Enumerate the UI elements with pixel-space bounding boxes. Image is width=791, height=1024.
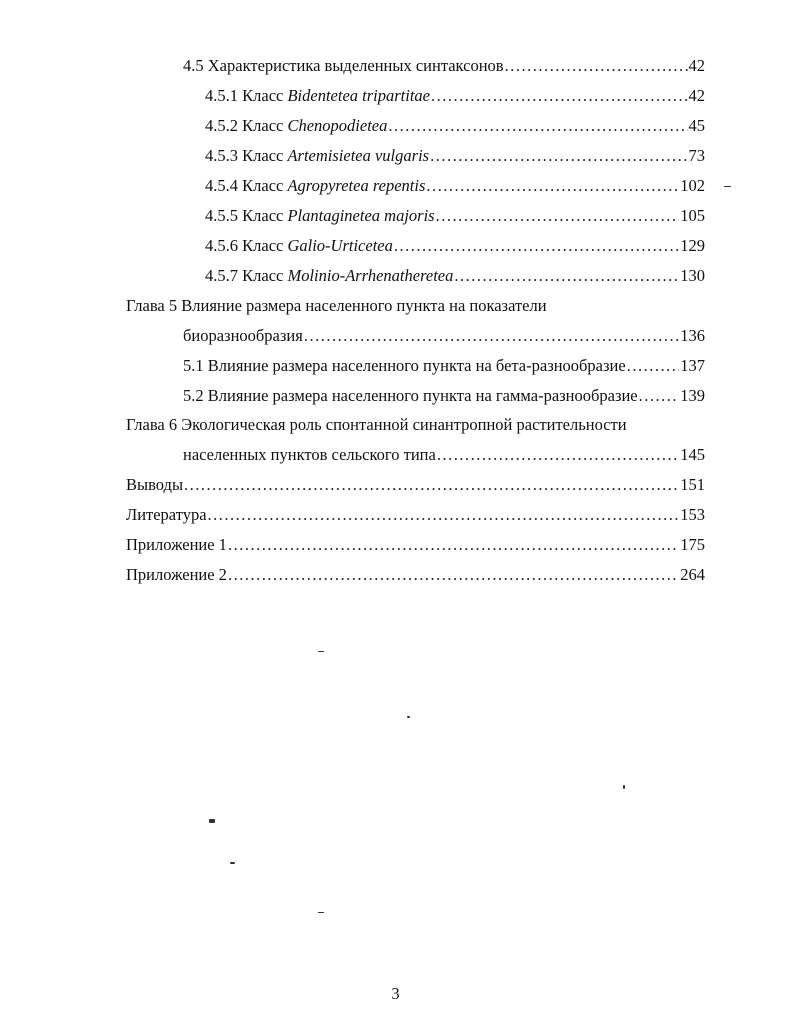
toc-page: 42 [688, 86, 705, 105]
toc-entry-5-2: 5.2 Влияние размера населенного пункта на гамма-разнообразие ..... 139 [183, 384, 705, 408]
scan-speck [209, 819, 215, 823]
toc-page: 42 [688, 56, 705, 75]
toc-page: 130 [680, 266, 705, 285]
toc-entry-4-5: 4.5 Характеристика выделенных синтаксонов ..... 42 [183, 54, 705, 78]
dot-leader [437, 443, 679, 467]
taxon-name: Chenopodietea [287, 116, 388, 135]
toc-appendix-1: Приложение 1 ..... 175 [126, 533, 705, 557]
toc-entry-4-5-6: 4.5.6 Класс Galio-Urticetea ..... 129 [205, 234, 705, 258]
dot-leader [431, 84, 688, 108]
toc-entry-5-1: 5.1 Влияние размера населенного пункта на бета-разнообразие ..... 137 [183, 354, 705, 378]
toc-chapter-6-heading: Глава 6 Экологическая роль спонтанной синантропной растительности [126, 415, 627, 434]
taxon-name: Bidentetea tripartitae [287, 86, 430, 105]
toc-page: 73 [688, 146, 705, 165]
taxon-name: Molinio-Arrhenatheretea [287, 266, 454, 285]
toc-page: 129 [680, 236, 705, 255]
toc-entry-4-5-7: 4.5.7 Класс Molinio-Arrhenatheretea ..... 130 [205, 264, 705, 288]
dot-leader [505, 54, 688, 78]
dot-leader [184, 473, 679, 497]
dot-leader [627, 354, 680, 378]
scan-speck [724, 186, 731, 187]
dot-leader [388, 114, 687, 138]
toc-entry-4-5-2: 4.5.2 Класс Chenopodietea ..... 45 [205, 114, 705, 138]
toc-chapter-6: населенных пунктов сельского типа ..... 145 [183, 443, 705, 467]
toc-appendix-2: Приложение 2 ..... 264 [126, 563, 705, 587]
toc-entry-4-5-1: 4.5.1 Класс Bidentetea tripartitae ..... 42 [205, 84, 705, 108]
dot-leader [436, 204, 680, 228]
toc-entry-4-5-5: 4.5.5 Класс Plantaginetea majoris ..... 105 [205, 204, 705, 228]
toc-chapter-5: биоразнообразия ..... 136 [183, 324, 705, 348]
toc-page: 145 [680, 445, 705, 464]
taxon-name: Agropyretea repentis [287, 176, 426, 195]
taxon-name: Plantaginetea majoris [287, 206, 435, 225]
dot-leader [228, 563, 679, 587]
dot-leader [454, 264, 679, 288]
toc-page: 45 [688, 116, 705, 135]
dot-leader [430, 144, 687, 168]
dot-leader [304, 324, 679, 348]
page-number: 3 [391, 984, 400, 1003]
taxon-name: Galio-Urticetea [287, 236, 393, 255]
scan-speck [407, 716, 410, 718]
dot-leader [639, 384, 680, 408]
dot-leader [208, 503, 680, 527]
toc-entry-4-5-4: 4.5.4 Класс Agropyretea repentis ..... 102 [205, 174, 705, 198]
toc-page: 175 [680, 535, 705, 554]
toc-literature: Литература ..... 153 [126, 503, 705, 527]
toc-page: 153 [680, 505, 705, 524]
toc-page: 151 [680, 475, 705, 494]
dot-leader [426, 174, 679, 198]
toc-page: 102 [680, 176, 705, 195]
dot-leader [394, 234, 679, 258]
scan-speck [230, 862, 235, 864]
scan-speck [623, 785, 625, 789]
toc-conclusions: Выводы ..... 151 [126, 473, 705, 497]
toc-chapter-5-heading: Глава 5 Влияние размера населенного пункта на показатели [126, 296, 547, 315]
toc-page: 136 [680, 326, 705, 345]
toc-page: 137 [680, 356, 705, 375]
scan-speck [318, 651, 324, 652]
dot-leader [228, 533, 679, 557]
toc-page: 139 [680, 386, 705, 405]
taxon-name: Artemisietea vulgaris [287, 146, 430, 165]
toc-entry-4-5-3: 4.5.3 Класс Artemisietea vulgaris ..... 73 [205, 144, 705, 168]
scan-speck [318, 912, 324, 913]
toc-page: 264 [680, 565, 705, 584]
toc-page: 105 [680, 206, 705, 225]
